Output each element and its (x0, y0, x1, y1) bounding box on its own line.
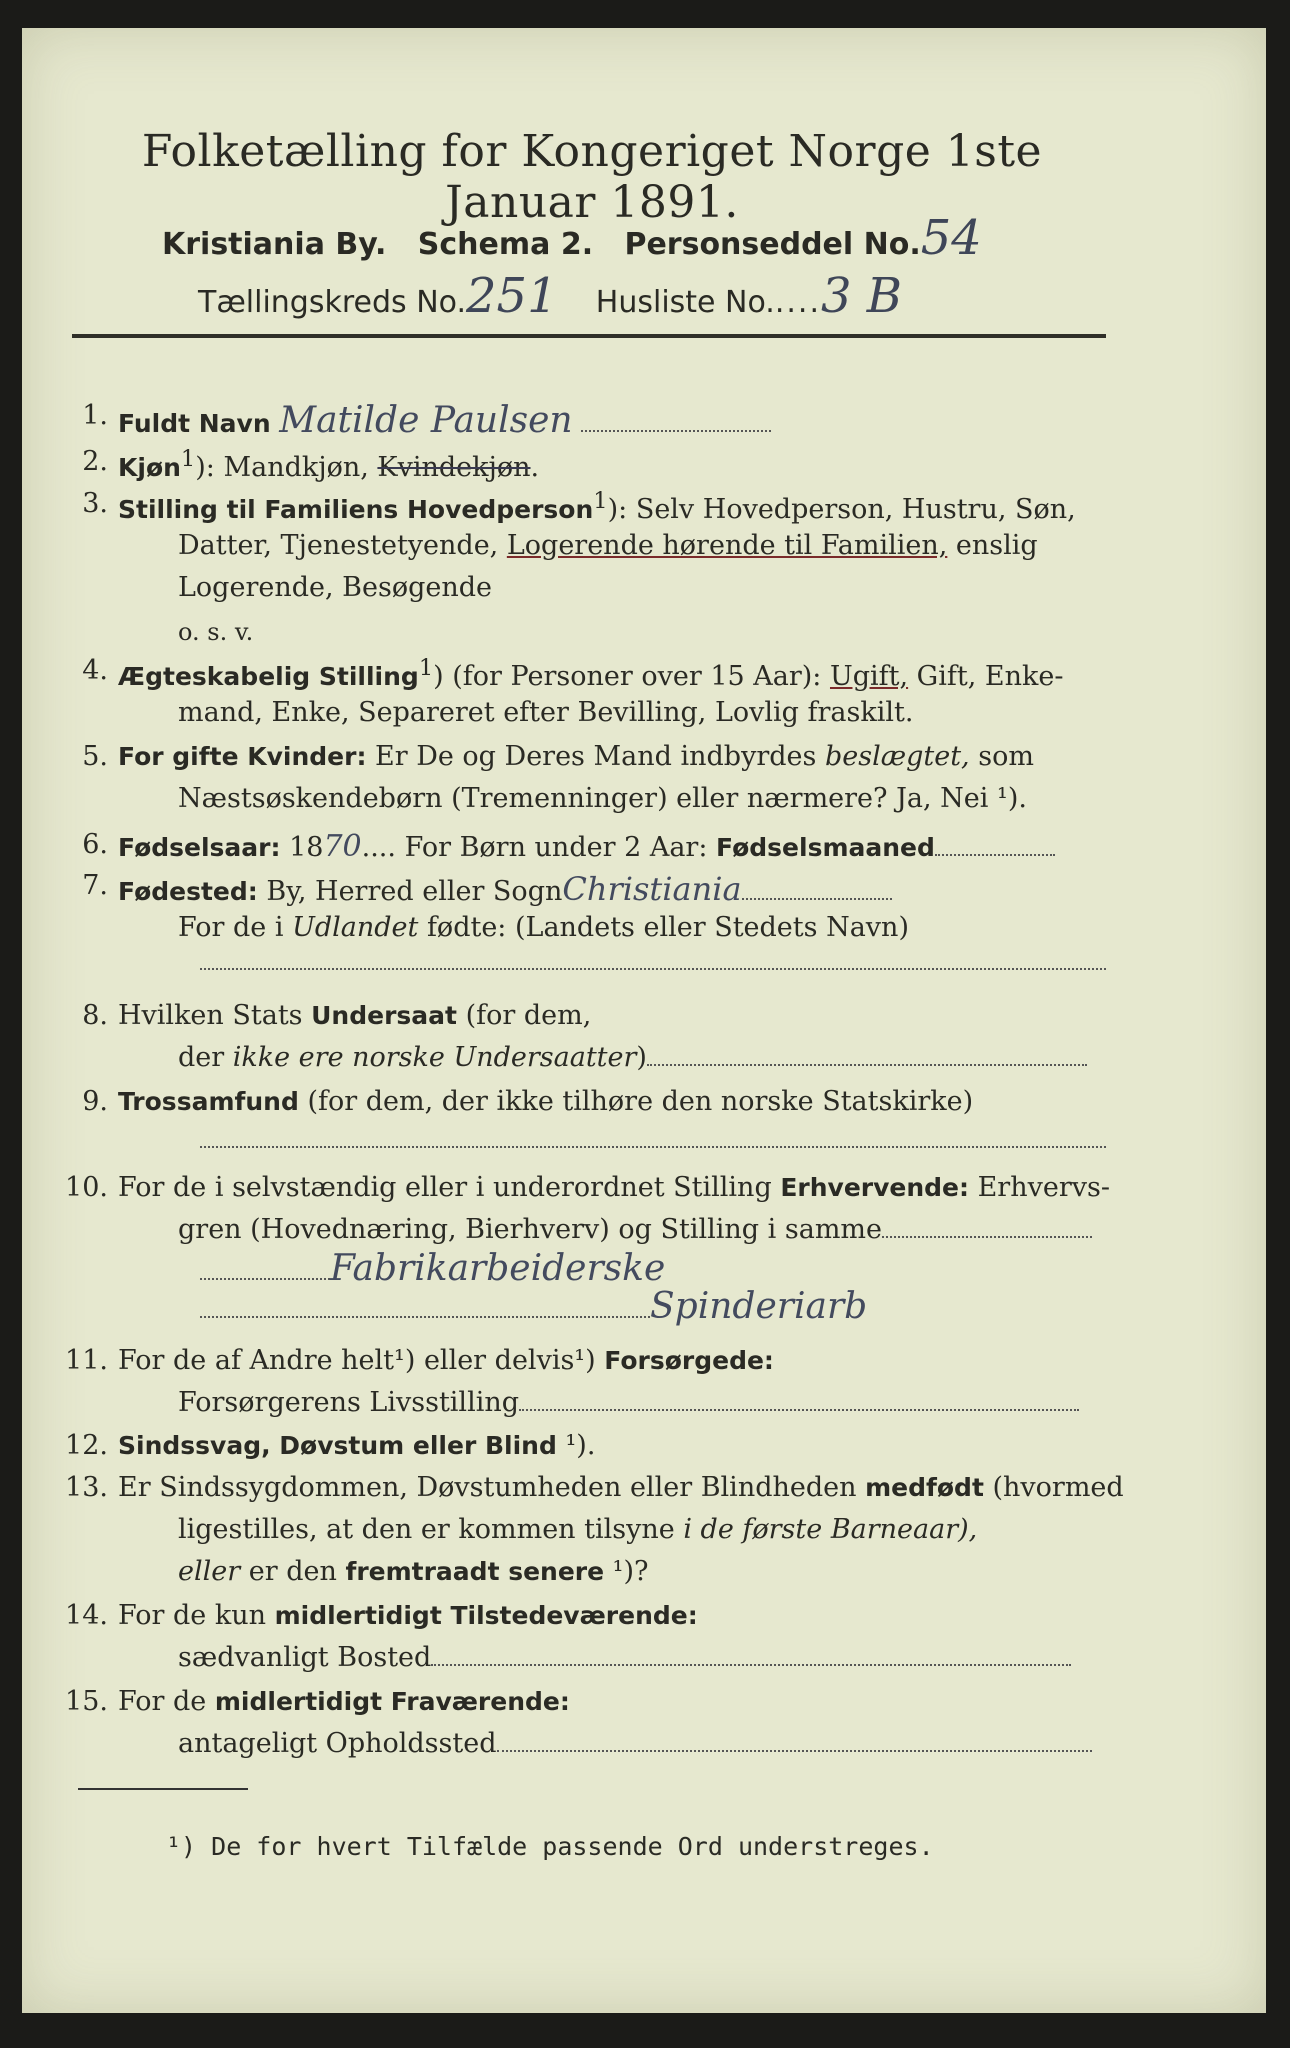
header-divider (72, 334, 1106, 338)
personseddel-label: Personseddel No. (624, 227, 921, 262)
husliste-number: 3 B (821, 268, 903, 324)
q14-label: midlertidigt Tilstedeværende: (274, 1601, 698, 1630)
form-subtitle-2: Tællingskreds No.251 Husliste No.....3 B (198, 268, 903, 324)
q9-label: Trossamfund (118, 1087, 299, 1116)
q7-label: Fødested: (118, 877, 258, 906)
q6-label-2: Fødselsmaaned (716, 833, 935, 862)
form-title: Folketælling for Kongeriget Norge 1ste Januar 1891. (141, 126, 1043, 228)
q11-label: Forsørgede: (604, 1346, 774, 1375)
q8-label: Undersaat (311, 1001, 457, 1030)
q13-label: medfødt (865, 1473, 984, 1502)
form-subtitle (162, 210, 982, 266)
q1-value: Matilde Paulsen (279, 400, 573, 441)
q6-label: Fødselsaar: (118, 833, 281, 862)
taellingskreds-number: 251 (466, 268, 558, 324)
footnote-divider (78, 1788, 248, 1790)
q7-value: Christiania (562, 870, 742, 908)
q2-label: Kjøn (118, 453, 181, 482)
schema-label: Schema 2. (417, 227, 594, 262)
q15-label: midlertidigt Fraværende: (214, 1687, 570, 1716)
q10-value-2: Spinderiarb (650, 1286, 868, 1327)
q5-label: For gifte Kvinder: (118, 742, 367, 771)
q2-option-struck: Kvindekjøn (377, 452, 531, 483)
q4-underlined-option: Ugift, (829, 661, 909, 692)
q12-label: Sindssvag, Døvstum eller Blind (118, 1431, 557, 1460)
q4-label: Ægteskabelig Stilling (118, 662, 419, 691)
taellingskreds-label: Tællingskreds No. (198, 285, 466, 320)
city-label: Kristiania By. (162, 227, 387, 262)
q10-label: Erhvervende: (780, 1173, 970, 1202)
q1-label: Fuldt Navn (118, 409, 271, 438)
q10-value-1: Fabrikarbeiderske (330, 1248, 666, 1289)
personseddel-number: 54 (920, 210, 982, 266)
q3-label: Stilling til Familiens Hovedperson (118, 495, 594, 524)
q13-label-2: fremtraadt senere (345, 1557, 605, 1586)
q6-value: 70 (323, 829, 362, 864)
q3-underlined-option: Logerende hørende til Familien, (506, 530, 948, 561)
husliste-label: Husliste No. (595, 285, 775, 320)
footnote: ¹) De for hvert Tilfælde passende Ord understreges. (166, 1832, 934, 1861)
